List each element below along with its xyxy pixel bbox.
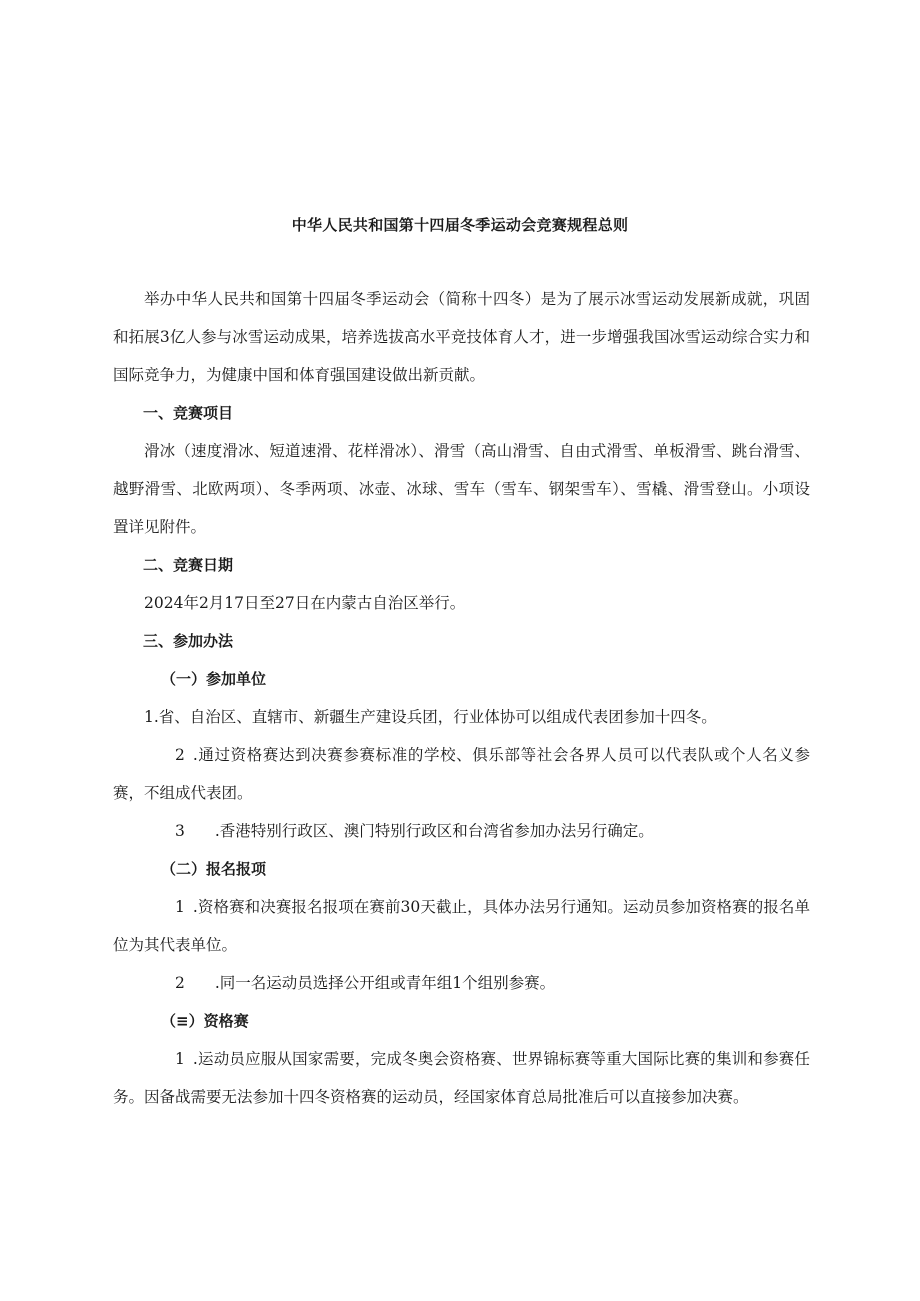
section-heading-participation: 三、参加办法 <box>143 632 234 650</box>
units-item-1: 1.省、自治区、直辖市、新疆生产建设兵团，行业体协可以组成代表团参加十四冬。 <box>144 708 717 726</box>
page-title: 中华人民共和国第十四届冬季运动会竞赛规程总则 <box>291 216 629 234</box>
subsection-heading-qualifiers: （≡）资格赛 <box>161 1012 249 1030</box>
subsection-heading-units: （一）参加单位 <box>161 670 267 688</box>
qualifiers-item-1 <box>113 1040 810 1116</box>
units-item-3 <box>113 812 810 850</box>
events-paragraph: 滑冰（速度滑冰、短道速滑、花样滑冰）、滑雪（高山滑雪、自由式滑雪、单板滑雪、跳台滑雪、越野滑雪、北欧两项）、冬季两项、冰壶、冰球、雪车（雪车、钢架雪车）、雪橇、滑雪登山。小项设置详见附件。 <box>113 442 810 536</box>
subsection-heading-registration: （二）报名报项 <box>161 860 267 878</box>
intro-paragraph: 举办中华人民共和国第十四届冬季运动会（简称十四冬）是为了展示冰雪运动发展新成就，巩固和拓展3亿人参与冰雪运动成果，培养选拔高水平竞技体育人才，进一步增强我国冰雪运动综合实力和国际竞争力，为健康中国和体育强国建设做出新贡献。 <box>113 290 810 384</box>
item-text: .同一名运动员选择公开组或青年组1个组别参赛。 <box>214 974 556 992</box>
document-body <box>113 280 810 1116</box>
item-number: 1 <box>175 898 185 916</box>
item-text: .通过资格赛达到决赛参赛标准的学校、俱乐部等社会各界人员可以代表队或个人名义参赛，不组成代表团。 <box>113 746 810 802</box>
item-text: .香港特别行政区、澳门特别行政区和台湾省参加办法另行确定。 <box>214 822 654 840</box>
registration-item-2 <box>113 964 810 1002</box>
item-number: 2 <box>175 746 185 764</box>
registration-item-1 <box>113 888 810 964</box>
units-item-2 <box>113 736 810 812</box>
item-number: 3 <box>175 822 185 840</box>
item-text: .资格赛和决赛报名报项在赛前30天截止，具体办法另行通知。运动员参加资格赛的报名单位为其代表单位。 <box>113 898 810 954</box>
item-text: .运动员应服从国家需要，完成冬奥会资格赛、世界锦标赛等重大国际比赛的集训和参赛任务。因备战需要无法参加十四冬资格赛的运动员，经国家体育总局批准后可以直接参加决赛。 <box>113 1050 810 1106</box>
item-number: 2 <box>175 974 185 992</box>
section-heading-events: 一、竞赛项目 <box>143 404 234 422</box>
section-heading-dates: 二、竞赛日期 <box>143 556 234 574</box>
dates-paragraph: 2024年2月17日至27日在内蒙古自治区举行。 <box>144 594 466 612</box>
item-number: 1 <box>175 1050 185 1068</box>
